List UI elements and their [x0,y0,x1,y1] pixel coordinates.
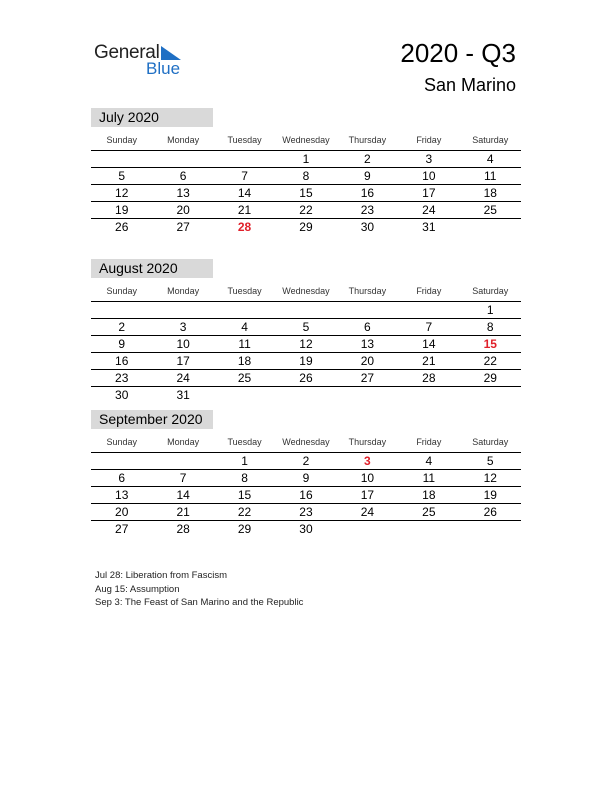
day-cell: 2 [364,152,371,166]
day-cell: 21 [237,203,252,217]
day-cell: 26 [299,371,313,385]
weekday-header: Monday [167,286,200,296]
day-cell: 3 [425,152,433,166]
day-cell: 4 [425,454,433,468]
day-cell: 23 [115,371,129,385]
week-row [91,168,521,185]
day-cell: 1 [241,454,248,468]
day-cell: 20 [176,203,190,217]
day-cell [214,387,275,403]
weekday-header: Wednesday [282,135,330,145]
day-cell: 14 [422,337,436,351]
day-cell: 1 [302,152,310,166]
day-cell [152,302,213,318]
week-row [91,319,521,336]
weekday-header: Friday [416,437,442,447]
day-cell: 29 [483,371,497,385]
logo-flag-icon [161,46,181,60]
day-cell: 5 [118,169,126,183]
day-cell: 22 [237,505,252,519]
day-cell [337,387,398,403]
day-cell: 26 [483,505,497,519]
day-cell: 24 [360,505,375,519]
day-cell: 12 [115,186,129,200]
day-cell: 10 [360,471,375,485]
page-title: 2020 - Q3 [400,38,516,68]
day-cell: 6 [118,471,126,485]
day-cell: 10 [176,337,190,351]
day-cell: 1 [486,303,494,317]
holiday-note: Sep 3: The Feast of San Marino and the Republic [95,597,304,608]
day-cell: 7 [179,471,187,485]
day-cell [460,521,521,537]
day-cell [398,387,459,403]
day-cell: 5 [486,454,494,468]
day-cell: 17 [176,354,190,368]
weekday-header: Sunday [106,286,137,296]
day-cell: 16 [115,354,129,368]
day-cell: 10 [422,169,436,183]
weekday-header: Wednesday [282,437,330,447]
weekday-header: Friday [416,135,442,145]
day-cell: 23 [360,203,375,217]
day-cell: 9 [302,471,310,485]
weekday-header: Thursday [348,437,387,447]
day-cell: 13 [360,337,375,351]
day-cell [91,151,152,167]
day-cell [214,302,275,318]
weekday-header: Saturday [472,437,509,447]
day-cell [214,151,275,167]
day-cell: 19 [115,203,129,217]
day-cell [152,151,213,167]
day-cell: 14 [237,186,252,200]
day-cell: 24 [176,371,190,385]
day-cell: 4 [486,152,494,166]
day-cell: 9 [364,169,371,183]
day-cell: 20 [360,354,375,368]
day-cell: 7 [425,320,433,334]
day-cell: 29 [237,522,252,536]
day-cell: 30 [299,522,313,536]
day-cell: 8 [302,169,310,183]
day-cell: 29 [299,220,313,234]
day-cell: 21 [422,354,436,368]
day-cell: 25 [483,203,497,217]
weekday-header: Monday [167,437,200,447]
month-september [91,410,521,537]
weekday-header: Tuesday [227,437,262,447]
day-cell: 13 [115,488,129,502]
week-row [91,336,521,353]
day-cell [337,302,398,318]
week-row [91,453,521,470]
day-cell: 5 [302,320,310,334]
weekday-header: Saturday [472,286,509,296]
day-cell: 14 [176,488,190,502]
weekday-header-row [91,433,521,453]
day-cell [398,521,459,537]
day-cell: 27 [115,522,129,536]
weekday-header: Sunday [106,437,137,447]
day-cell: 25 [422,505,436,519]
day-cell: 7 [241,169,248,183]
month-august [91,259,521,403]
holiday-note: Jul 28: Liberation from Fascism [95,570,227,581]
week-row [91,487,521,504]
day-cell: 2 [302,454,310,468]
day-cell: 15 [299,186,313,200]
day-cell: 22 [299,203,313,217]
day-cell: 30 [115,388,129,402]
day-cell: 22 [483,354,497,368]
day-cell: 25 [237,371,252,385]
day-cell: 28 [422,371,436,385]
weekday-header: Monday [167,135,200,145]
holiday-day-cell: 3 [364,454,371,468]
weekday-header: Sunday [106,135,137,145]
weekday-header: Thursday [348,135,387,145]
day-cell: 8 [486,320,494,334]
weekday-header: Thursday [348,286,387,296]
day-cell: 31 [176,388,190,402]
day-cell: 6 [179,169,187,183]
week-row [91,387,521,403]
weekday-header: Tuesday [227,286,262,296]
logo-text-general: General [94,42,160,63]
day-cell: 11 [422,471,436,485]
day-cell: 27 [360,371,375,385]
holiday-note: Aug 15: Assumption [95,583,180,595]
week-row [91,302,521,319]
day-cell: 16 [360,186,375,200]
month-july [91,108,521,235]
weekday-header-row [91,131,521,151]
day-cell [91,453,152,469]
day-cell: 20 [115,505,129,519]
day-cell: 9 [118,337,126,351]
day-cell: 21 [176,505,190,519]
day-cell [460,219,521,235]
day-cell: 27 [176,220,190,234]
day-cell: 8 [241,471,248,485]
week-row [91,504,521,521]
day-cell: 19 [483,488,497,502]
holiday-day-cell: 28 [237,220,252,234]
logo-text-blue: Blue [146,59,181,78]
day-cell: 18 [422,488,436,502]
week-row [91,151,521,168]
week-row [91,470,521,487]
day-cell: 3 [179,320,187,334]
week-row [91,185,521,202]
day-cell: 15 [237,488,252,502]
day-cell: 12 [299,337,313,351]
day-cell [275,387,336,403]
holiday-day-cell: 15 [483,337,497,351]
day-cell: 12 [483,471,497,485]
day-cell [460,387,521,403]
weekday-header: Wednesday [282,286,330,296]
week-row [91,370,521,387]
day-cell [337,521,398,537]
day-cell: 16 [299,488,313,502]
day-cell: 13 [176,186,190,200]
day-cell: 26 [115,220,129,234]
day-cell: 31 [422,220,436,234]
weekday-header: Friday [416,286,442,296]
day-cell [275,302,336,318]
day-cell: 6 [364,320,371,334]
day-cell: 28 [176,522,190,536]
day-cell: 2 [118,320,126,334]
day-cell [152,453,213,469]
weekday-header-row [91,282,521,302]
day-cell: 23 [299,505,313,519]
page-subtitle: San Marino [423,75,516,95]
holiday-notes [95,569,303,610]
day-cell: 11 [484,169,497,183]
week-row [91,521,521,537]
week-row [91,353,521,370]
week-row [91,202,521,219]
weekday-header: Tuesday [227,135,262,145]
month-label: August 2020 [91,259,213,278]
day-cell: 18 [237,354,252,368]
day-cell: 4 [241,320,248,334]
month-label: July 2020 [91,108,213,127]
week-row [91,219,521,235]
day-cell: 11 [238,337,251,351]
logo [94,40,194,80]
day-cell: 17 [422,186,436,200]
month-label: September 2020 [91,410,213,429]
day-cell: 19 [299,354,313,368]
weekday-header: Saturday [472,135,509,145]
day-cell [91,302,152,318]
day-cell [398,302,459,318]
day-cell: 30 [360,220,375,234]
day-cell: 18 [483,186,497,200]
day-cell: 24 [422,203,436,217]
day-cell: 17 [360,488,375,502]
